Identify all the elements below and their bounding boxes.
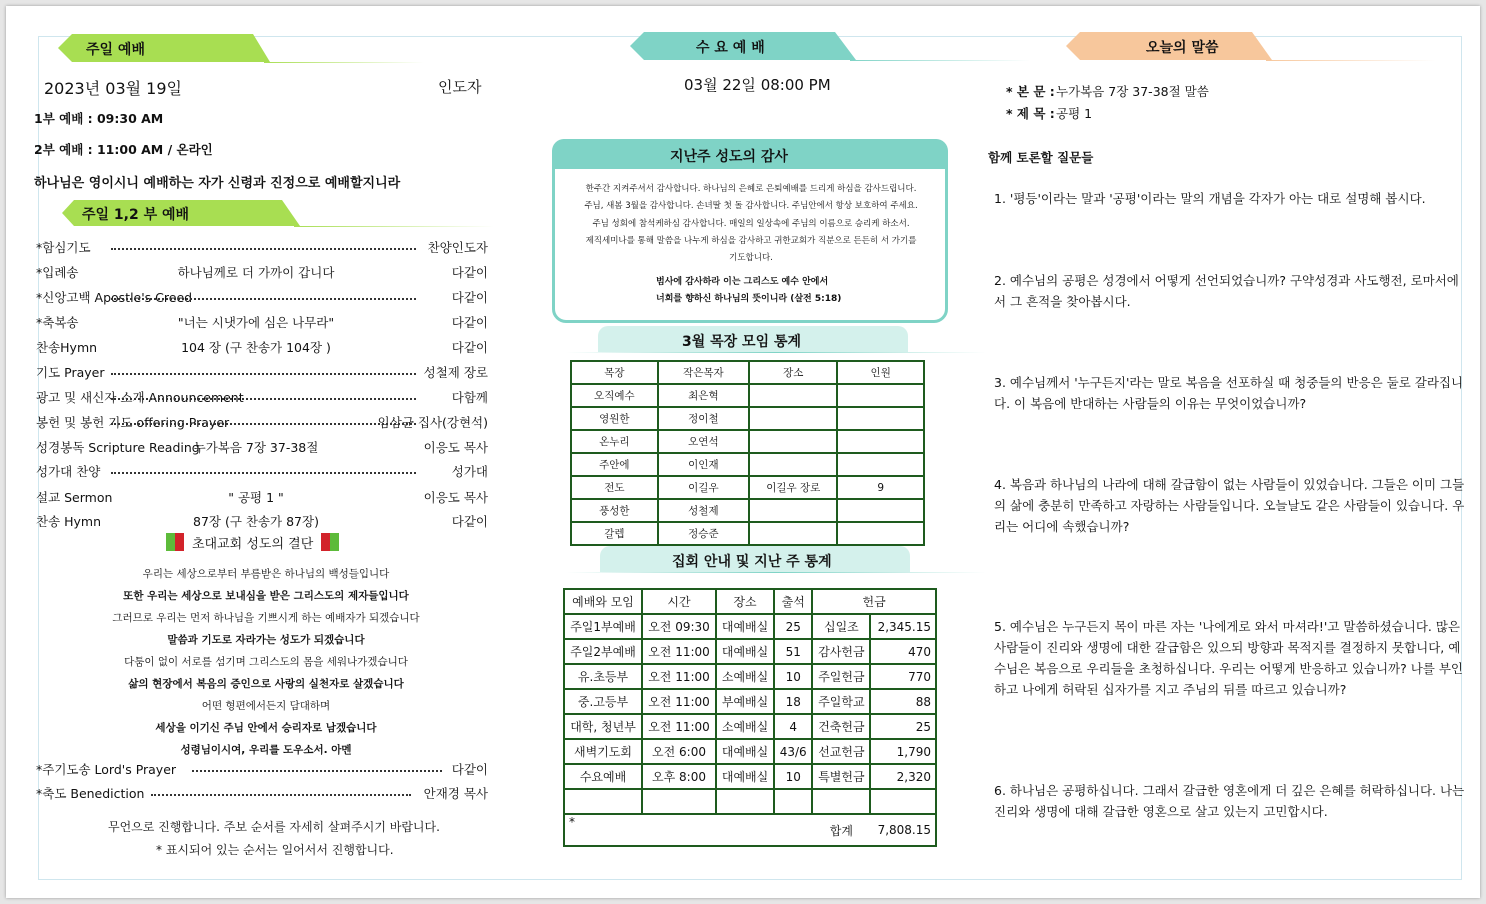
worship-motto: 하나님은 영이시니 예배하는 자가 신령과 진정으로 예배할지니라 [34,176,401,191]
order-item-leader: 성철제 장로 [423,365,488,380]
table-cell: 특별헌금 [812,764,870,789]
thanks-line: 한주간 지켜주셔서 감사합니다. 하나님의 은혜로 은퇴예배를 드리게 하심을 감사드립니다. [585,184,917,194]
table-cell: 2,345.15 [870,614,936,639]
table-cell: 중.고등부 [564,689,642,714]
table-cell [749,430,837,453]
table-cell: 이길우 [658,476,749,499]
closing-item-label: *축도 Benediction [36,786,145,801]
leader-dots [192,770,442,772]
stats-title: 집회 안내 및 지난 주 통계 [672,554,832,570]
table-cell: 대예배실 [716,739,774,764]
closing-item-leader: 안재경 목사 [423,786,488,801]
table-row [571,476,924,499]
table-cell: 소예배실 [716,714,774,739]
discussion-question: 2. 예수님의 공평은 성경에서 어떻게 선언되었습니까? 구약성경과 사도행전, 로마서에서 그 흔적을 찾아봅시다. [994,273,1459,309]
table-cell [749,522,837,545]
order-item-detail: 87장 (구 찬송가 87장) [193,514,319,529]
mokjang-table [570,360,925,546]
table-cell: 10 [774,664,812,689]
table-cell [564,789,642,814]
table-cell: 오연석 [658,430,749,453]
note-silent: 무언으로 진행합니다. 주보 순서를 자세히 살펴주시기 바랍니다. [108,820,440,834]
order-item-label: 광고 및 새신자 소개 Announcement [36,390,244,405]
table-cell [870,789,936,814]
table-cell: 오전 11:00 [642,639,716,664]
table-cell [642,789,716,814]
table-cell: 주일1부예배 [564,614,642,639]
order-item-label: 성경봉독 Scripture Reading [36,440,200,455]
leader-dots [111,248,416,250]
thanks-line: 기도합니다. [729,253,773,263]
sunday-tab-label: 주일 예배 [86,42,145,58]
order-item-detail: " 공평 1 " [228,490,284,505]
table-cell: 25 [870,714,936,739]
resolution-title: 초대교회 성도의 결단 [192,536,314,552]
table-cell: 오전 11:00 [642,689,716,714]
note-standing: * 표시되어 있는 순서는 일어서서 진행합니다. [156,843,394,857]
table-cell: 오후 8:00 [642,764,716,789]
resolution-line: 세상을 이기신 주님 안에서 승리자로 남겠습니다 [155,722,377,734]
order-item-label: 봉헌 및 봉헌 기도 offering Prayer [36,415,230,430]
wednesday-time: 03월 22일 08:00 PM [684,76,831,94]
table-cell: 25 [774,614,812,639]
table-cell: 감사헌금 [812,639,870,664]
leader-dots [111,423,416,425]
text-value: 누가복음 7장 37-38절 말씀 [1056,84,1209,99]
order-item-leader: 다같이 [451,340,488,355]
table-cell [837,430,924,453]
wednesday-tab-label: 수 요 예 배 [696,40,765,56]
table-row [564,689,936,714]
table-header-cell: 헌금 [812,589,936,614]
table-cell: 유.초등부 [564,664,642,689]
table-cell: 주일2부예배 [564,639,642,664]
order-item-detail: "너는 시냇가에 심은 나무라" [177,315,335,330]
table-cell: 전도 [571,476,658,499]
green-square-icon [166,533,184,551]
table-cell: 인원 [837,361,924,384]
table-row [571,430,924,453]
table-cell [837,499,924,522]
leader-dots [111,373,416,375]
discussion-question: 1. '평등'이라는 말과 '공평'이라는 말의 개념을 각자가 아는 대로 설명해 봅시다. [994,191,1426,206]
table-cell: 770 [870,664,936,689]
table-header-cell: 출석 [774,589,812,614]
order-item-leader: 다같이 [451,290,488,305]
table-cell [749,384,837,407]
stats-table [563,588,937,847]
table-cell [837,384,924,407]
thanks-verse-1: 범사에 감사하라 이는 그리스도 예수 안에서 [656,277,829,287]
table-cell: 작은목자 [658,361,749,384]
closing-item-label: *주기도송 Lord's Prayer [36,762,177,777]
discussion-question: 3. 예수님께서 '누구든지'라는 말로 복음을 선포하실 때 청중들의 반응은 둘로 갈라집니다. 이 복음에 반대하는 사람들의 이유는 무엇이었습니까? [994,375,1464,411]
table-cell: 오전 11:00 [642,664,716,689]
table-cell: 9 [837,476,924,499]
table-cell: 10 [774,764,812,789]
resolution-line: 또한 우리는 세상으로 보내심을 받은 그리스도의 제자들입니다 [123,590,409,602]
order-item-leader: 이응도 목사 [423,490,488,505]
table-cell [837,453,924,476]
tab-underline [294,226,494,227]
table-cell: 51 [774,639,812,664]
table-header-cell: 장소 [716,589,774,614]
table-cell [749,453,837,476]
resolution-line: 말씀과 기도로 자라가는 성도가 되겠습니다 [167,634,365,646]
table-cell [749,499,837,522]
order-item-label: 찬송Hymn [36,340,98,355]
resolution-line: 우리는 세상으로부터 부름받은 하나님의 백성들입니다 [142,568,390,580]
table-cell: 부예배실 [716,689,774,714]
table-header-cell: 예배와 모임 [564,589,642,614]
order-item-label: 찬송 Hymn [36,514,102,529]
table-cell: 정승준 [658,522,749,545]
table-cell: 주일학교 [812,689,870,714]
thanks-line: 주님, 새봄 3월을 감사합니다. 손녀딸 첫 돌 감사합니다. 주님안에서 항상 보호하여 주세요. [584,201,918,211]
table-row [571,522,924,545]
table-cell: 성철제 [658,499,749,522]
table-cell: 이인재 [658,453,749,476]
service1-time: 1부 예배 : 09:30 AM [34,111,164,126]
table-cell: 4 [774,714,812,739]
table-row [564,664,936,689]
text-label: * 본 문 : [1006,84,1055,99]
green-square-icon [321,533,339,551]
table-header-row [564,589,936,614]
closing-item-leader: 다같이 [451,762,488,777]
table-cell: 건축헌금 [812,714,870,739]
table-row [571,499,924,522]
order-item-label: *함심기도 [36,240,91,255]
thanks-verse-2: 너희를 향하신 하나님의 뜻이니라 (살전 5:18) [656,294,842,304]
tab-underline [1266,60,1436,61]
total-label: 합계 [812,814,870,846]
table-cell: 풍성한 [571,499,658,522]
bulletin-page [6,6,1480,898]
total-value: 7,808.15 [870,814,936,846]
table-cell: 오전 6:00 [642,739,716,764]
order-item-detail: 104 장 (구 찬송가 104장 ) [181,340,331,355]
total-star: * [564,814,812,846]
service-date: 2023년 03월 19일 [44,79,182,98]
table-row [571,384,924,407]
thanks-line: 제직세미나를 통해 말씀을 나누게 하심을 감사하고 귀한교회가 직분으로 든든히 서 가기를 [585,236,917,246]
table-cell: 십일조 [812,614,870,639]
order-item-leader: 다함께 [451,390,488,405]
table-row [571,453,924,476]
table-cell: 오직예수 [571,384,658,407]
table-cell: 43/6 [774,739,812,764]
discussion-question: 4. 복음과 하나님의 나라에 대해 갈급함이 없는 사람들이 있었습니다. 그들은 이미 그들의 삶에 충분히 만족하고 자랑하는 사람들입니다. 오늘날도 같은 사람들이 있습니다. 우리는 어디에 속했습니까? [994,477,1465,534]
order-item-detail: 누가복음 7장 37-38절 [193,440,319,455]
order-item-leader: 다같이 [451,514,488,529]
table-cell: 목장 [571,361,658,384]
table-cell: 대예배실 [716,639,774,664]
tab-underline [566,352,986,353]
order-item-leader: 성가대 [451,464,488,479]
order-item-label: *축복송 [36,315,79,330]
table-row [564,789,936,814]
tab-underline [264,62,424,63]
word-tab-label: 오늘의 말씀 [1146,40,1219,56]
order-item-leader: 임삼균 집사(강현석) [377,415,488,430]
resolution-line: 어떤 형편에서든지 담대하며 [201,700,331,712]
table-cell: 장소 [749,361,837,384]
table-cell: 18 [774,689,812,714]
table-cell: 88 [870,689,936,714]
leader-dots [151,794,411,796]
table-cell: 영원한 [571,407,658,430]
resolution-heading [166,532,339,552]
order-item-label: 설교 Sermon [36,490,113,505]
order-item-leader: 찬양인도자 [427,240,488,255]
resolution-line: 성령님이시여, 우리를 도우소서. 아멘 [180,744,352,756]
order-item-label: *신앙고백 Apostle's Creed [36,290,193,305]
table-cell: 오전 09:30 [642,614,716,639]
table-cell: 온누리 [571,430,658,453]
title-label: * 제 목 : [1006,106,1055,121]
order-item-leader: 이응도 목사 [423,440,488,455]
order-item-label: 성가대 찬양 [36,464,101,479]
resolution-line: 삶의 현장에서 복음의 증인으로 사랑의 실천자로 살겠습니다 [128,678,404,690]
table-cell [837,407,924,430]
leader-label: 인도자 [438,78,482,96]
tab-underline [566,572,986,573]
table-cell: 2,320 [870,764,936,789]
resolution-line: 다툼이 없이 서로를 섬기며 그리스도의 몸을 세워나가겠습니다 [124,656,408,668]
order-item-label: 기도 Prayer [36,365,105,380]
resolution-line: 그러므로 우리는 먼저 하나님을 기쁘시게 하는 예배자가 되겠습니다 [112,612,420,624]
discuss-title: 함께 토론할 질문들 [988,150,1094,165]
table-cell: 대예배실 [716,614,774,639]
table-cell: 정이철 [658,407,749,430]
order-item-leader: 다같이 [451,315,488,330]
title-value: 공평 1 [1056,106,1093,121]
table-cell [812,789,870,814]
table-cell [716,789,774,814]
worship-tab-label: 주일 1,2 부 예배 [82,207,190,223]
order-item-detail: 하나님께로 더 가까이 갑니다 [177,265,335,280]
table-row [571,407,924,430]
table-row [564,714,936,739]
order-item-leader: 다같이 [451,265,488,280]
table-cell: 470 [870,639,936,664]
table-cell: 주일헌금 [812,664,870,689]
leader-dots [111,398,416,400]
thanks-title: 지난주 성도의 감사 [670,149,788,165]
table-total-row [564,814,936,846]
service2-time: 2부 예배 : 11:00 AM / 온라인 [34,142,213,157]
table-cell: 새벽기도회 [564,739,642,764]
leader-dots [111,298,416,300]
discussion-question: 5. 예수님은 누구든지 목이 마른 자는 '나에게로 와서 마셔라!'고 말씀하셨습니다. 많은 사람들이 진리와 생명에 대한 갈급함은 있으되 방향과 목적지를 결정하지 못합니다, 예수님은 복음으로 우리들을 초청하십니다. 우리는 어떻게 반응하고 있습니까? 나를 부인하고 나에게 허락된 십자가를 지고 주님의 뒤를 따르고 있습니까? [994,619,1463,697]
table-cell [774,789,812,814]
table-cell: 오전 11:00 [642,714,716,739]
table-row [564,739,936,764]
tab-underline [850,60,1030,61]
table-cell: 주안에 [571,453,658,476]
order-item-label: *입례송 [36,265,79,280]
table-row [564,614,936,639]
table-cell: 대학, 청년부 [564,714,642,739]
table-cell: 갈렙 [571,522,658,545]
discussion-question: 6. 하나님은 공평하십니다. 그래서 갈급한 영혼에게 더 깊은 은혜를 허락하십니다. 나는 진리와 생명에 대해 갈급한 영혼으로 살고 있는지 고민합시다. [994,783,1465,819]
leader-dots [111,472,416,474]
table-row [564,764,936,789]
table-cell: 대예배실 [716,764,774,789]
table-cell: 이길우 장로 [749,476,837,499]
table-cell: 최은혁 [658,384,749,407]
table-cell: 수요예배 [564,764,642,789]
table-header-cell: 시간 [642,589,716,614]
mokjang-title: 3월 목장 모임 통계 [682,334,802,350]
table-cell [837,522,924,545]
table-row [564,639,936,664]
table-cell: 소예배실 [716,664,774,689]
table-cell [749,407,837,430]
table-row [571,361,924,384]
table-cell: 선교헌금 [812,739,870,764]
thanks-line: 주님 성회에 참석케하심 감사합니다. 매일의 일상속에 주님의 이름으로 승리케 하소서. [592,219,910,229]
table-cell: 1,790 [870,739,936,764]
